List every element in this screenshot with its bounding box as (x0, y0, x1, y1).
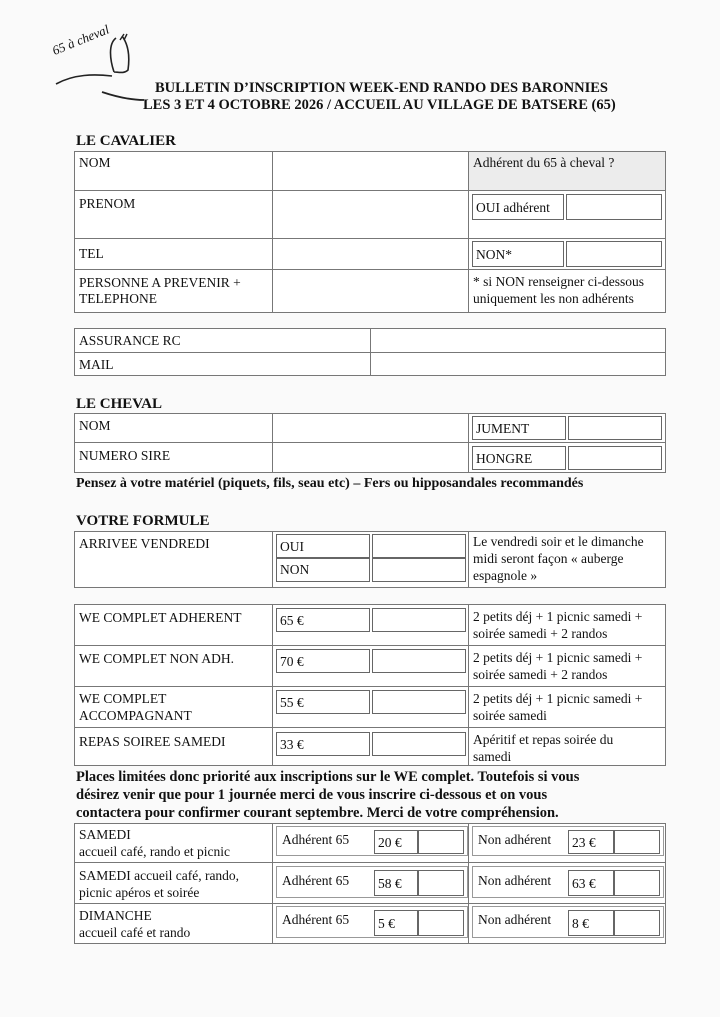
journee-non-price-text: 63 € (572, 876, 596, 891)
journee-adh-price-text: 5 € (378, 916, 395, 931)
journee-non-label: Non adhérent (478, 912, 552, 927)
journee-non-checkbox[interactable] (614, 870, 660, 896)
hongre-checkbox[interactable] (568, 446, 662, 470)
page-subtitle: LES 3 ET 4 OCTOBRE 2026 / ACCUEIL AU VILLAGE DE BATSERE (65) (143, 97, 616, 113)
label-assurance: ASSURANCE RC (79, 333, 181, 348)
arrivee-note-2: midi seront façon « auberge (473, 551, 624, 566)
section-title-formule: VOTRE FORMULE (76, 513, 210, 529)
formule-label: REPAS SOIREE SAMEDI (79, 734, 226, 749)
label-mail: MAIL (79, 357, 114, 372)
journee-label: accueil café et rando (79, 925, 191, 940)
tel-field[interactable] (274, 240, 466, 267)
places-note-1: Places limitées donc priorité aux inscriptions sur le WE complet. Toutefois si vous (76, 769, 580, 785)
journee-adh-price-text: 58 € (378, 876, 402, 891)
journee-adh-price-text: 20 € (378, 835, 402, 850)
formule-checkbox[interactable] (372, 732, 466, 756)
materiel-note: Pensez à votre matériel (piquets, fils, seau etc) – Fers ou hipposandales recommandés (76, 476, 584, 491)
journee-adh-checkbox[interactable] (418, 870, 464, 896)
sire-field[interactable] (274, 444, 466, 471)
label-nom-cheval: NOM (79, 418, 111, 433)
label-arrivee-vendredi: ARRIVEE VENDREDI (79, 536, 210, 551)
jument-checkbox[interactable] (568, 416, 662, 440)
section-title-cheval: LE CHEVAL (76, 396, 163, 412)
arrivee-oui-checkbox[interactable] (372, 534, 466, 558)
arrivee-note-1: Le vendredi soir et le dimanche (473, 534, 644, 549)
nom-cavalier-field[interactable] (274, 153, 466, 188)
formule-checkbox[interactable] (372, 690, 466, 714)
prenom-field[interactable] (274, 192, 466, 236)
journee-adh-label: Adhérent 65 (282, 873, 350, 888)
label-arrivee-oui: OUI (280, 539, 304, 554)
formule-desc: 2 petits déj + 1 picnic samedi + (473, 691, 643, 706)
oui-adherent-checkbox[interactable] (566, 194, 662, 220)
journee-adh-label: Adhérent 65 (282, 912, 350, 927)
formule-checkbox[interactable] (372, 649, 466, 673)
formule-price-text: 55 € (280, 695, 304, 710)
journee-adh-checkbox[interactable] (418, 910, 464, 936)
journee-non-price-text: 23 € (572, 835, 596, 850)
label-arrivee-non: NON (280, 562, 310, 577)
journee-label: SAMEDI accueil café, rando, (79, 868, 240, 883)
section-title-cavalier: LE CAVALIER (76, 133, 176, 149)
label-adherent-question: Adhérent du 65 à cheval ? (473, 155, 615, 170)
formule-desc: 2 petits déj + 1 picnic samedi + (473, 609, 643, 624)
formule-desc: Apéritif et repas soirée du (473, 732, 614, 747)
formule-price-text: 65 € (280, 613, 304, 628)
journee-non-label: Non adhérent (478, 832, 552, 847)
formule-desc: soirée samedi + 2 randos (473, 667, 608, 682)
places-note-3: contactera pour confirmer courant septembre. Merci de votre compréhension. (76, 805, 559, 821)
journee-adh-checkbox[interactable] (418, 830, 464, 854)
journee-non-price-text: 8 € (572, 916, 589, 931)
formule-checkbox[interactable] (372, 608, 466, 632)
personne-prevenir-field[interactable] (274, 271, 466, 311)
label-non-adherent: NON* (476, 247, 512, 262)
logo (44, 21, 144, 110)
label-nom-cavalier: NOM (79, 155, 111, 170)
formule-label: WE COMPLET ADHERENT (79, 610, 242, 625)
label-oui-adherent: OUI adhérent (476, 200, 550, 215)
logo-text: 65 à cheval (50, 21, 112, 58)
formule-desc: 2 petits déj + 1 picnic samedi + (473, 650, 643, 665)
arrivee-non-checkbox[interactable] (372, 558, 466, 582)
non-adherent-note-1: * si NON renseigner ci-dessous (473, 274, 644, 289)
formule-price-text: 33 € (280, 737, 304, 752)
journee-non-label: Non adhérent (478, 873, 552, 888)
mail-field[interactable] (372, 354, 664, 375)
label-tel: TEL (79, 246, 104, 261)
journee-non-checkbox[interactable] (614, 910, 660, 936)
journee-adh-label: Adhérent 65 (282, 832, 350, 847)
journee-label: SAMEDI (79, 827, 131, 842)
places-note-2: désirez venir que pour 1 journée merci de vous inscrire ci-dessous et on vous (76, 787, 548, 803)
formule-label: ACCOMPAGNANT (79, 708, 192, 723)
page-title: BULLETIN D’INSCRIPTION WEEK-END RANDO DES BARONNIES (155, 80, 608, 96)
journee-label: picnic apéros et soirée (79, 885, 200, 900)
label-personne-prevenir: PERSONNE A PREVENIR + (79, 275, 241, 290)
formule-desc: soirée samedi + 2 randos (473, 626, 608, 641)
label-sire: NUMERO SIRE (79, 448, 171, 463)
formule-desc: soirée samedi (473, 708, 547, 723)
formule-label: WE COMPLET (79, 691, 167, 706)
label-prenom: PRENOM (79, 196, 136, 211)
label-telephone: TELEPHONE (79, 291, 157, 306)
non-adherent-checkbox[interactable] (566, 241, 662, 267)
journee-label: DIMANCHE (79, 908, 152, 923)
label-hongre: HONGRE (476, 451, 533, 466)
assurance-field[interactable] (372, 330, 664, 351)
journee-non-checkbox[interactable] (614, 830, 660, 854)
label-jument: JUMENT (476, 421, 530, 436)
formule-label: WE COMPLET NON ADH. (79, 651, 234, 666)
arrivee-note-3: espagnole » (473, 568, 538, 583)
journee-label: accueil café, rando et picnic (79, 844, 231, 859)
formule-price-text: 70 € (280, 654, 304, 669)
non-adherent-note-2: uniquement les non adhérents (473, 291, 634, 306)
formule-desc: samedi (473, 749, 512, 764)
nom-cheval-field[interactable] (274, 415, 466, 441)
